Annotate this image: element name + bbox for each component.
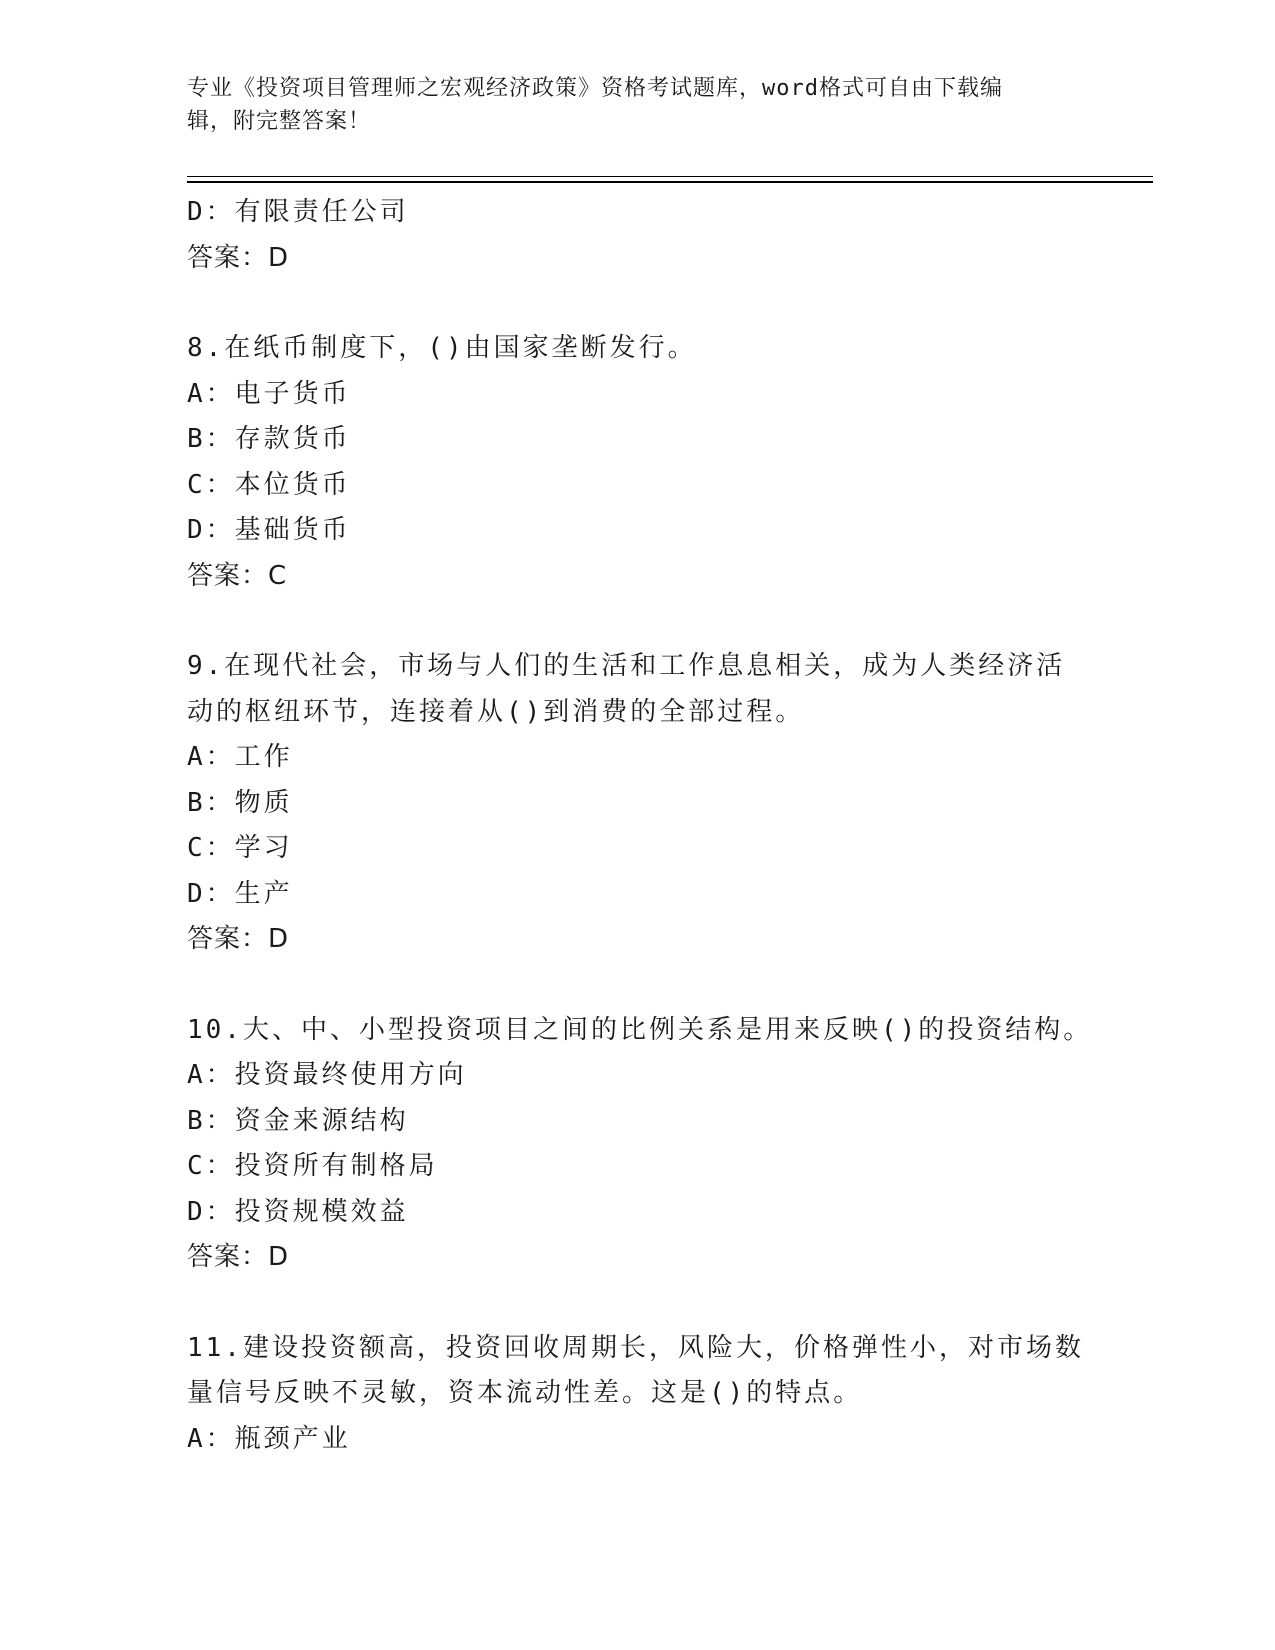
option-b: B：物质 [187, 787, 293, 818]
question-text-line-1: 11.建设投资额高，投资回收周期长，风险大，价格弹性小，对市场数 [187, 1332, 1084, 1363]
header-rule-thick [187, 181, 1153, 183]
option-c: C：投资所有制格局 [187, 1151, 438, 1181]
question-text-line-2: 量信号反映不灵敏，资本流动性差。这是()的特点。 [187, 1378, 863, 1408]
option-a: A：投资最终使用方向 [187, 1060, 467, 1090]
spacer [187, 599, 1087, 644]
question-text-line-1: 9.在现代社会，市场与人们的生活和工作息息相关，成为人类经济活 [187, 651, 1066, 681]
option-c: C：学习 [187, 833, 293, 863]
option-a: A：电子货币 [187, 378, 351, 409]
option-b: B：资金来源结构 [187, 1105, 409, 1136]
option-a: A：工作 [187, 742, 293, 772]
option-c: C：本位货币 [187, 469, 351, 500]
header-rule-thin [187, 176, 1153, 177]
header-line-2: 辑，附完整答案！ [187, 109, 372, 134]
question-text: 10.大、中、小型投资项目之间的比例关系是用来反映()的投资结构。 [187, 1014, 1093, 1045]
answer: 答案：C [187, 560, 288, 591]
question-text-line-2: 动的枢纽环节，连接着从()到消费的全部过程。 [187, 696, 805, 727]
option-d: D：生产 [187, 878, 293, 909]
prev-answer: 答案：D [187, 242, 290, 273]
question-9 [187, 644, 1087, 963]
prev-option-d: D：有限责任公司 [187, 197, 409, 227]
question-10 [187, 1008, 1093, 1281]
spacer [187, 1281, 1087, 1326]
spacer [187, 963, 1087, 1008]
option-d: D：基础货币 [187, 515, 351, 545]
answer: 答案：D [187, 1242, 290, 1272]
answer: 答案：D [187, 924, 290, 954]
spacer [187, 281, 1087, 326]
option-d: D：投资规模效益 [187, 1196, 409, 1227]
header-line-1: 专业《投资项目管理师之宏观经济政策》资格考试题库，word格式可自由下载编 [187, 76, 1003, 101]
question-11 [187, 1326, 1087, 1463]
question-8 [187, 326, 1087, 599]
document-body [187, 190, 1093, 1462]
document-header [187, 72, 1077, 138]
option-b: B：存款货币 [187, 424, 351, 454]
question-text: 8.在纸币制度下，()由国家垄断发行。 [187, 333, 697, 363]
option-a: A：瓶颈产业 [187, 1423, 351, 1454]
